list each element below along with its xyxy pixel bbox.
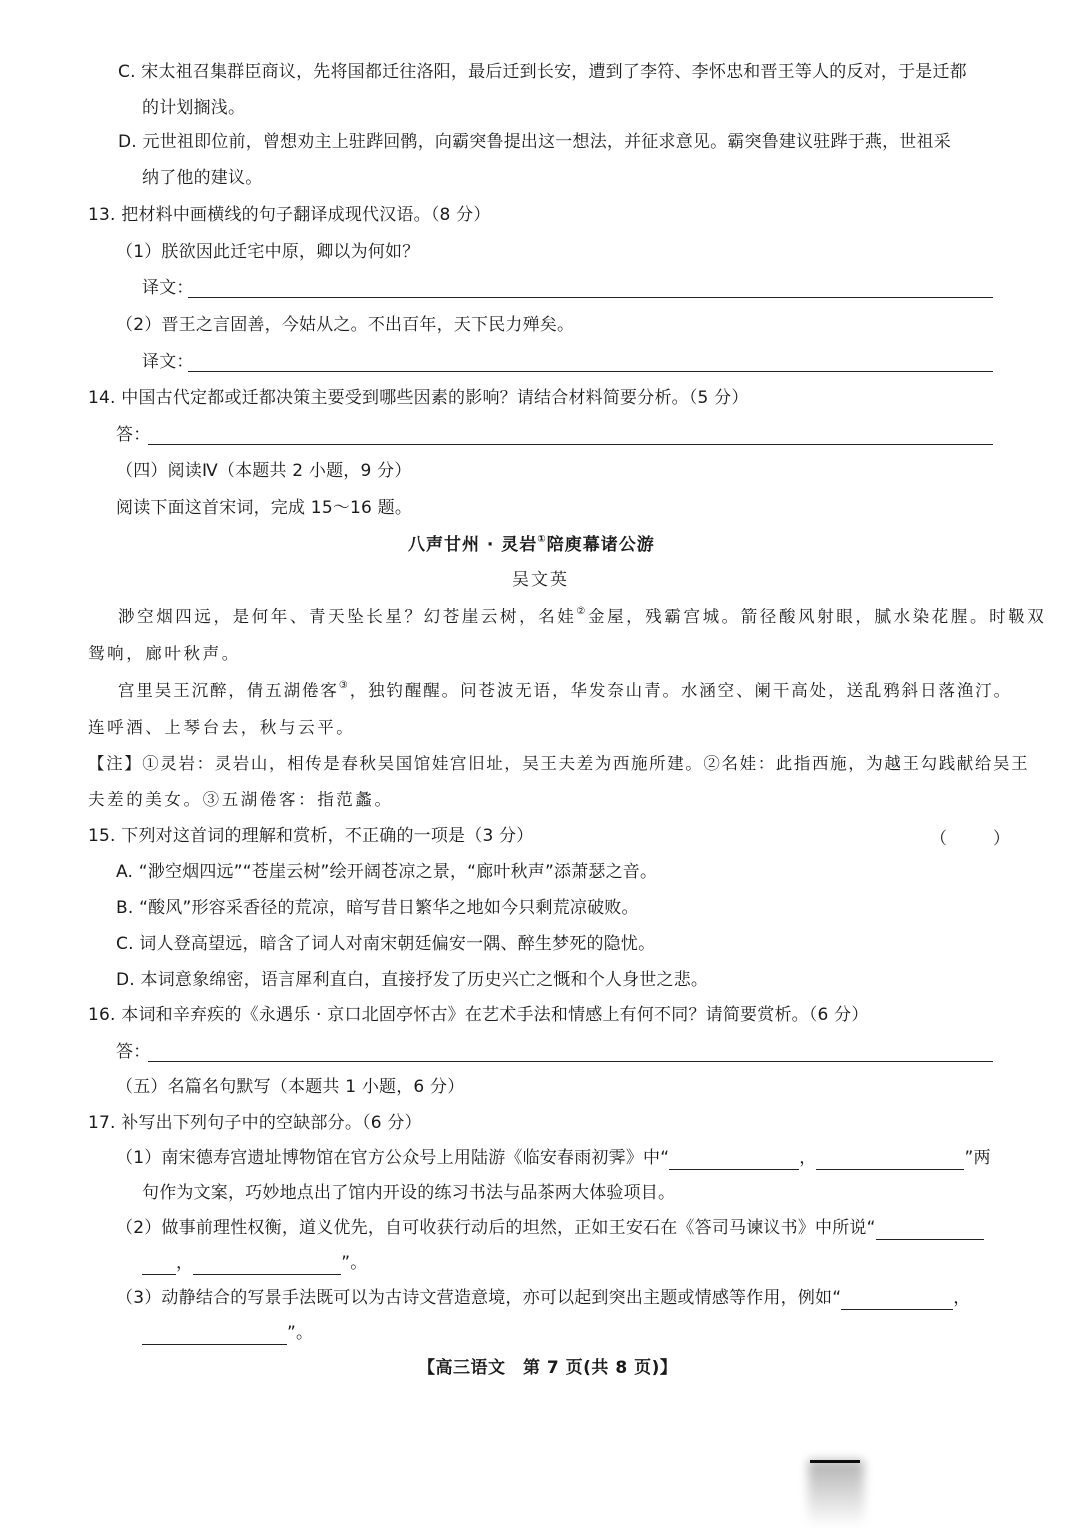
q17-sentence-1 <box>116 1146 991 1170</box>
q13-sentence-2: （2）晋王之言固善，今姑从之。不出百年，天下民力殚矣。 <box>116 315 575 335</box>
q17-sentence-1-line2: 句作为文案，巧妙地点出了馆内开设的练习书法与品茶两大体验项目。 <box>142 1183 676 1203</box>
q14-stem: 14. 中国古代定都或迁都决策主要受到哪些因素的影响？请结合材料简要分析。（5 分） <box>88 388 749 408</box>
poem-title-part-a: 八声甘州 · 灵岩 <box>408 535 538 555</box>
poem-stanza2-line1 <box>118 679 1012 703</box>
q13-answer-line-2[interactable] <box>188 371 993 372</box>
q15-option-c: C. 词人登高望远，暗含了词人对南宋朝廷偏安一隅、醉生梦死的隐忧。 <box>116 934 656 954</box>
poem-stanza2-line2: 连呼酒、上琴台去，秋与云平。 <box>88 718 356 737</box>
q17-s2-blank-2[interactable] <box>193 1256 341 1275</box>
q16-answer-line[interactable] <box>148 1061 993 1062</box>
q15-option-a: A. “渺空烟四远”“苍崖云树”绘开阔苍凉之景，“廊叶秋声”添萧瑟之音。 <box>116 862 658 882</box>
q17-sentence-2 <box>116 1216 984 1240</box>
q17-s1-comma: ， <box>799 1148 817 1168</box>
poem-title <box>408 533 655 557</box>
poem-stanza1-line1 <box>118 605 1046 629</box>
poem-title-note-marker: ① <box>537 534 547 545</box>
q17-s3-blank-1[interactable] <box>841 1291 953 1310</box>
poem-text: 金屋，残霸宫城。箭径酸风射眼，腻水染花腥。时靸双 <box>587 607 1047 626</box>
q17-s1-text-end: ”两 <box>964 1148 991 1168</box>
q17-sentence-2-line2 <box>142 1251 367 1275</box>
q15-option-d: D. 本词意象绵密，语言犀利直白，直接抒发了历史兴亡之慨和个人身世之悲。 <box>116 970 709 990</box>
q16-stem: 16. 本词和辛弃疾的《永遇乐 · 京口北固亭怀古》在艺术手法和情感上有何不同？请简要赏析。（6 分） <box>88 1005 869 1025</box>
q16-answer-label: 答： <box>116 1042 151 1062</box>
q17-s2-end: ”。 <box>341 1253 368 1273</box>
poem-stanza1-line2: 鸳响，廊叶秋声。 <box>88 644 241 663</box>
q17-s3-blank-2[interactable] <box>142 1326 287 1345</box>
poem-title-part-b: 陪庾幕诸公游 <box>546 535 655 555</box>
q12-option-d-line2: 纳了他的建议。 <box>142 168 263 188</box>
q12-option-c-line1: C. 宋太祖召集群臣商议，先将国都迁往洛阳，最后迁到长安，遭到了李符、李怀忠和晋王等人的反对，于是迁都 <box>118 62 967 82</box>
q12-option-d-line1: D. 元世祖即位前，曾想劝主上驻跸回鹘，向霸突鲁提出这一想法，并征求意见。霸突鲁建议驻跸于燕，世祖采 <box>118 132 951 152</box>
q14-answer-label: 答： <box>116 425 151 445</box>
q17-s1-blank-2[interactable] <box>816 1151 964 1170</box>
q17-s2-text: （2）做事前理性权衡，道义优先，自可收获行动后的坦然，正如王安石在《答司马谏议书》中所说“ <box>116 1218 876 1238</box>
poem-note-marker: ③ <box>338 680 350 691</box>
page-footer: 【高三语文 第 7 页(共 8 页)】 <box>418 1358 678 1378</box>
q12-option-c-line2: 的计划搁浅。 <box>142 98 246 118</box>
notes-line2: 夫差的美女。③五湖倦客：指范蠡。 <box>88 790 394 809</box>
section4-heading: （四）阅读Ⅳ（本题共 2 小题，9 分） <box>116 461 412 481</box>
q17-s3-end: ”。 <box>287 1323 314 1343</box>
q17-s3-text: （3）动静结合的写景手法既可以为古诗文营造意境，亦可以起到突出主题或情感等作用，例如“ <box>116 1288 842 1308</box>
notes-line1: 【注】①灵岩：灵岩山，相传是春秋吴国馆娃宫旧址，吴王夫差为西施所建。②名娃：此指西施，为越王勾践献给吴王 <box>88 754 1030 773</box>
q17-s1-blank-1[interactable] <box>669 1151 799 1170</box>
q17-sentence-3 <box>116 1286 970 1310</box>
q15-option-b: B. “酸风”形容采香径的荒凉，暗写昔日繁华之地如今只剩荒凉破败。 <box>116 898 639 918</box>
q17-sentence-3-line2 <box>142 1321 313 1345</box>
scan-artifact-blur <box>808 1460 864 1528</box>
q17-stem: 17. 补写出下列句子中的空缺部分。（6 分） <box>88 1113 422 1133</box>
section4-instruction: 阅读下面这首宋词，完成 15～16 题。 <box>116 498 413 518</box>
q13-stem: 13. 把材料中画横线的句子翻译成现代汉语。（8 分） <box>88 205 491 225</box>
poem-text: 渺空烟四远，是何年、青天坠长星？幻苍崖云树，名娃 <box>118 607 577 626</box>
q15-stem: 15. 下列对这首词的理解和赏析，不正确的一项是（3 分） <box>88 826 534 846</box>
poem-text: 宫里吴王沉醉，倩五湖倦客 <box>118 681 339 700</box>
q17-s2-blank-1a[interactable] <box>876 1221 984 1240</box>
q17-s3-comma: ， <box>953 1288 971 1308</box>
q13-answer-label-1: 译文： <box>142 278 194 298</box>
q17-s1-text: （1）南宋德寿宫遗址博物馆在官方公众号上用陆游《临安春雨初霁》中“ <box>116 1148 670 1168</box>
poem-text: ，独钓醒醒。问苍波无语，华发奈山青。水涵空、阑干高处，送乱鸦斜日落渔汀。 <box>349 681 1013 700</box>
q14-answer-line[interactable] <box>148 444 993 445</box>
q17-s2-comma: ， <box>176 1253 194 1273</box>
section5-heading: （五）名篇名句默写（本题共 1 小题，6 分） <box>116 1077 465 1097</box>
q17-s2-blank-1b[interactable] <box>142 1256 176 1275</box>
q15-answer-bracket[interactable]: （ ） <box>930 829 1014 849</box>
poem-author: 吴文英 <box>512 570 569 590</box>
poem-note-marker: ② <box>576 606 588 617</box>
q13-sentence-1: （1）朕欲因此迁宅中原，卿以为何如？ <box>116 242 420 262</box>
q13-answer-label-2: 译文： <box>142 352 194 372</box>
q13-answer-line-1[interactable] <box>188 297 993 298</box>
